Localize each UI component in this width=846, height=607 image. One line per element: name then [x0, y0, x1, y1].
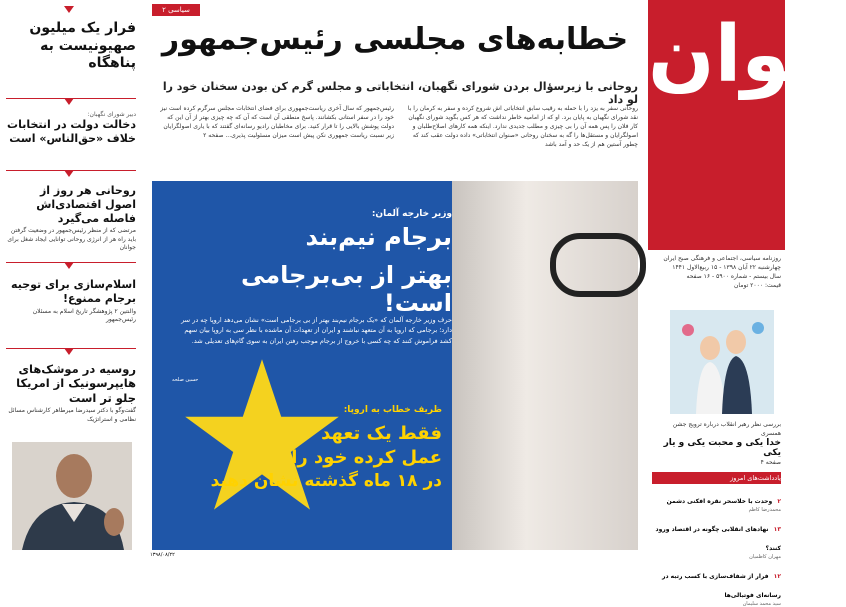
main-headline[interactable]: خطابه‌های مجلسی رئیس‌جمهور [161, 22, 629, 57]
left-column [0, 0, 142, 564]
zarif-line-2: عمل کرده خود را [291, 447, 442, 468]
promo-kicker: بررسی نظر رهبر انقلاب درباره ترویج جشن همسری [672, 421, 781, 437]
promo-headline: خدا یکی و محبت یکی و یار یکی [663, 438, 781, 458]
note-author: مهران کاظمیان [749, 554, 781, 560]
story-headline: روحانی هر روز از اصول اقتصادی‌اش فاصله می‌گیرد [36, 184, 136, 225]
masthead-logo: جوان [648, 10, 846, 100]
zarif-line-1: فقط یک تعهد [321, 423, 442, 444]
red-marker [64, 170, 74, 177]
note-title: وحدت با خلاسحر نقره افکنی دشمن [666, 498, 773, 505]
glasses-icon [550, 233, 646, 297]
photo-kicker: وزیر خارجه آلمان: [371, 209, 452, 219]
red-marker [64, 348, 74, 355]
red-marker [64, 262, 74, 269]
section-badge: سیاسی ۲ [152, 4, 200, 16]
main-subheadline: روحانی با زیرسؤال بردن شورای نگهبان، انتخاباتی و مجلس گرم کن بودن سخنان خود را لو داد [162, 80, 638, 106]
interviewee-photo [12, 442, 132, 550]
zarif-kicker: ظریف خطاب به اروپا: [343, 405, 442, 415]
notes-list [652, 488, 781, 607]
article-body-right: روحانی سفر به یزد را با حمله به رقیب سابق انتخاباتی اش شروع کرده و سفر به کرمان را با نقد شورای نگهبان به پایان برد. او که از امامیه خاطر نداشت که هر کس بگوید شورای نگهبان کار فلان را پس همه آن را بی چیزی و مطلب جدیدی ندارد. اینکه همه کارهای اصلاح‌طلبان و اصولگرایان و مستقل‌ها را گه به سخنان روحانی «صنوان انتخاباتی» داده دولت عقب کند که چطور آستین هم از یک حد و آمد باشد [407, 105, 638, 148]
note-title: فرار از شفاف‌سازی با کسب رتبه در رسانه‌ای فوتبالی‌ها [662, 573, 781, 599]
issue-info-line: قیمت: ۲۰۰۰ تومان [734, 282, 781, 289]
story-summary: والنتین ۲ پژوهشگر تاریخ اسلام به مسئلان رئیس‌جمهور [32, 307, 136, 323]
red-marker [64, 98, 74, 105]
note-item[interactable] [652, 516, 781, 560]
story-million-zionists[interactable] [6, 20, 136, 73]
red-marker [64, 6, 74, 13]
right-column [648, 0, 846, 607]
zarif-line-3: در ۱۸ ماه گذشته نشان دهید [210, 471, 442, 491]
center-section [150, 0, 640, 564]
man-portrait-icon [12, 442, 132, 550]
note-author: سید محمد سلیمان [742, 601, 781, 607]
photo-title-2: بهتر از بی‌برجامی است! [240, 261, 452, 317]
story-kicker: دبیر شورای نگهبان: [87, 111, 136, 118]
note-title: نهادهای انقلابی چگونه در اقتصاد ورود کنند؟ [655, 526, 781, 552]
story-rouhani-economics[interactable] [6, 184, 136, 252]
story-islam-barjam[interactable] [6, 278, 136, 324]
photo-text: حرف وزیر خارجه آلمان که «یک برجام نیم‌بند بهتر از بی برجامی است» نشان می‌دهد اروپا چه در سر دارد؛ برجامی که اروپا به آن متعهد نباشند و ایران از تعهدات آن ماشده با نظر سی به اروپا بیان سهم کشد فراموش کنند که چه کسی با خروج از برجام موجب رفتن ایران به سوی گام‌های تعدیلی شد. [181, 316, 452, 345]
story-headline: دخالت دولت در انتخابات خلاف «حق‌الناس» است [7, 118, 136, 145]
promo-page: صفحه ۴ [760, 459, 781, 466]
masthead[interactable] [648, 0, 846, 250]
note-author: محمدرضا کاظم [748, 507, 781, 513]
issue-info-line: سال بیستم - شماره ۵۹۰۰ - ۱۶ صفحه [686, 273, 781, 280]
note-item[interactable] [652, 563, 781, 607]
story-government-election[interactable] [6, 111, 136, 146]
story-headline: فرار یک میلیون صهیونیست به پناهگاه [29, 20, 136, 71]
wedding-illustration[interactable] [670, 310, 774, 414]
story-headline: اسلام‌سازی برای توجیه برجام ممنوع! [11, 278, 136, 305]
story-summary: مرتضی که از منظر رئیس‌جمهور در وضعیت گرفتن باید راه هر از انرژی روحانی توانایی ایجاد شغل برای جوانان [7, 227, 136, 252]
issue-info [652, 254, 781, 290]
note-page: ۱۳ [773, 526, 781, 533]
promo-story[interactable] [652, 420, 781, 467]
photo-credit: ۱۳۹۸/۰۸/۲۲ [150, 552, 175, 558]
notes-header: یادداشت‌های امروز [652, 472, 781, 484]
article-body-left: رئیس‌جمهور که سال آخری ریاست‌جمهوری برای فضای انتخابات مجلس سرگرم کرده است نیز خود را در سفر استانی بکشانند. پاسخ منطقی آن است که آن که چه چیزی بهتر از آن این که دولت پوشش بالایی را تا قرار کنید. برای مخاطبان رادیو رسانه‌ای گفتند که با یاری اصولگرایان زیر نسبت ریاست جمهوری نکن پیش است میزان مسئولیت پذیری... صفحه ۲ [160, 105, 394, 139]
photo-author: حسین صلحه [172, 377, 199, 383]
story-summary: گفت‌وگو با دکتر سیدرضا میرطاهر کارشناس مسائل نظامی و استراتژیک [8, 407, 136, 423]
photo-title-1: برجام نیم‌بند [305, 223, 452, 251]
story-headline: روسیه در موشک‌های هایپرسونیک از امریکا جلو تر است [16, 362, 136, 405]
note-page: ۲ [777, 498, 781, 505]
issue-info-line: روزنامه سیاسی، اجتماعی و فرهنگی صبح ایران [663, 255, 781, 262]
story-russia-missiles[interactable] [6, 362, 136, 424]
issue-info-line: چهارشنبه ۲۲ آبان ۱۳۹۸ - ۱۵ ربیع‌الاول ۱۴۴۱ [672, 264, 781, 271]
note-item[interactable] [652, 488, 781, 513]
couple-illustration-icon [670, 310, 774, 414]
note-page: ۱۲ [773, 573, 781, 580]
feature-photo[interactable] [152, 181, 638, 550]
